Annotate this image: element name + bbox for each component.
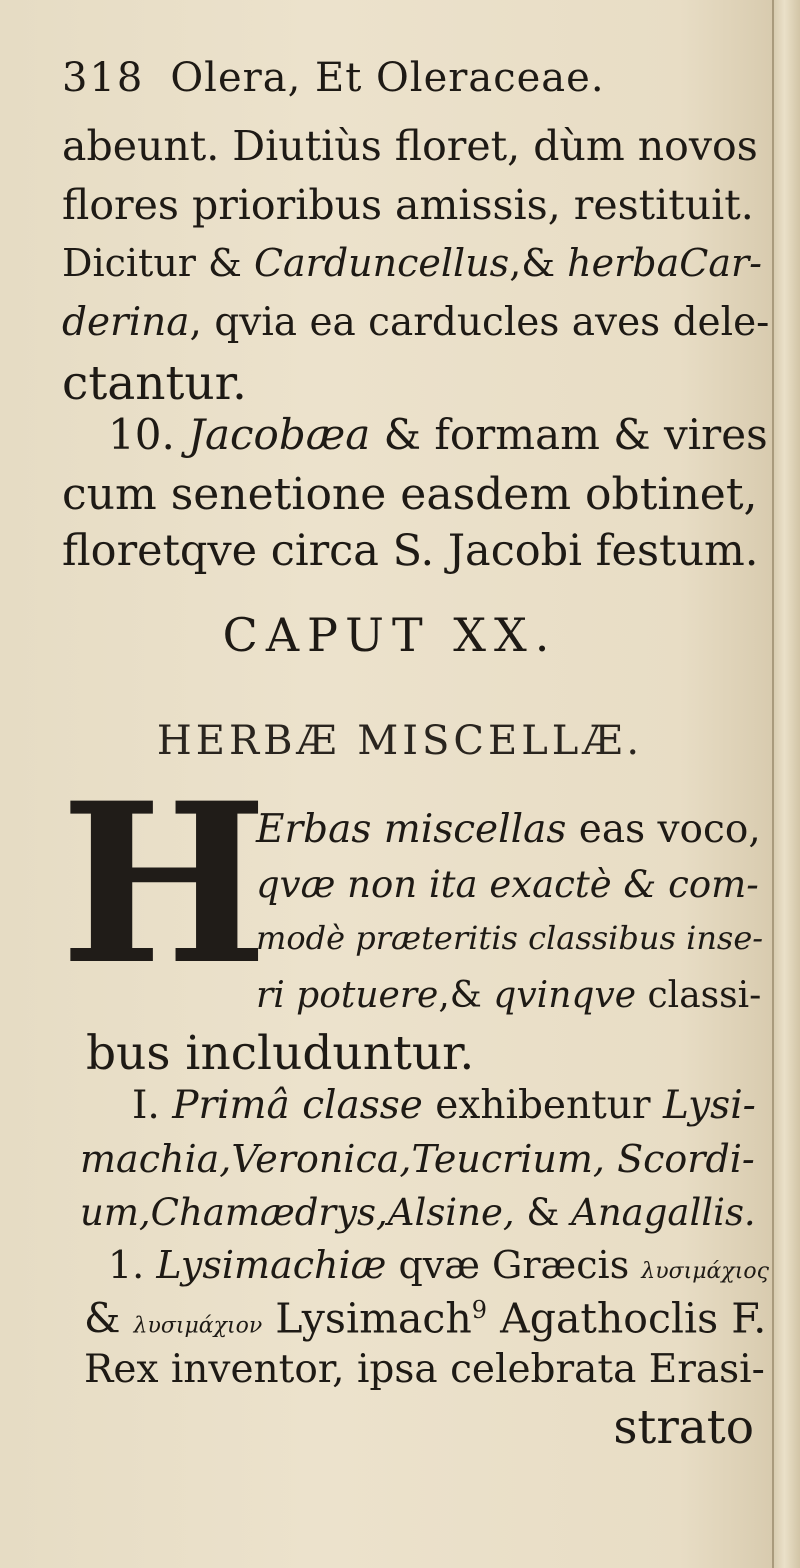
page-number: 318 xyxy=(62,55,145,101)
line-text: strato xyxy=(613,1400,754,1455)
italic-term: Erbas miscellas xyxy=(256,807,567,852)
line-text: 1. xyxy=(108,1243,157,1287)
italic-term: um,Chamædrys,Alsine, xyxy=(80,1191,515,1234)
line-text: Lysimach xyxy=(262,1294,472,1343)
line-text: classi- xyxy=(636,975,762,1016)
line-text: Agathoclis F. xyxy=(487,1294,767,1343)
italic-term: ri potuere xyxy=(256,975,439,1016)
line-text: ,& xyxy=(438,975,494,1016)
italic-term: Anagallis. xyxy=(571,1191,756,1234)
text-line xyxy=(256,863,759,906)
line-text: Dicitur & xyxy=(62,241,254,285)
text-line xyxy=(108,1243,769,1287)
italic-term: herbaCar- xyxy=(567,241,763,285)
text-line xyxy=(256,807,761,852)
italic-term: derina xyxy=(62,300,190,345)
text-line xyxy=(62,181,754,229)
text-line xyxy=(80,1191,756,1234)
text-line xyxy=(62,241,763,285)
drop-cap: H xyxy=(60,754,268,1013)
line-text: exhibentur xyxy=(422,1083,663,1128)
catchword xyxy=(613,1400,754,1455)
line-text: floretqve circa S. Jacobi festum. xyxy=(62,526,759,576)
chapter-title: CAPUT XX. xyxy=(222,608,558,662)
line-text: & formam & vires xyxy=(370,410,768,459)
text-line xyxy=(256,919,764,957)
text-line xyxy=(132,1083,756,1128)
greek-term: λυσιμάχιον xyxy=(133,1313,263,1339)
italic-term: Carduncellus xyxy=(253,241,510,285)
line-text: modè præteritis classibus inse- xyxy=(256,919,764,957)
italic-term: Primâ classe xyxy=(172,1083,423,1128)
text-line xyxy=(62,356,247,411)
line-text: bus includuntur. xyxy=(86,1026,475,1081)
line-text: flores prioribus amissis, restituit. xyxy=(62,181,754,229)
text-line xyxy=(62,122,758,170)
chapter-subtitle: HERBÆ MISCELLÆ. xyxy=(156,718,644,764)
text-line xyxy=(62,469,758,520)
text-line xyxy=(80,1137,755,1181)
italic-term: Lysi- xyxy=(662,1083,756,1128)
line-text: qvæ non ita exactè & com- xyxy=(256,863,759,906)
italic-term: qvinqve xyxy=(493,975,637,1016)
page-gutter xyxy=(772,0,800,1568)
abbreviation-mark: 9 xyxy=(471,1296,488,1324)
line-text: 10. xyxy=(108,410,189,459)
italic-term: Jacobæa xyxy=(188,410,371,459)
text-line xyxy=(84,1347,765,1392)
text-line xyxy=(84,1294,767,1343)
italic-term: Lysimachiæ xyxy=(156,1243,387,1287)
line-text: & xyxy=(514,1191,572,1234)
running-title: Olera, Et Oleraceae. xyxy=(170,55,605,101)
line-text: eas voco, xyxy=(566,807,761,852)
line-text: I. xyxy=(132,1083,173,1128)
greek-term: λυσιμάχιος xyxy=(641,1259,769,1284)
text-line xyxy=(256,975,762,1016)
text-line xyxy=(62,526,759,576)
line-text: & xyxy=(84,1294,134,1343)
line-text: machia,Veronica,Teucrium, Scordi- xyxy=(80,1137,755,1181)
text-line xyxy=(86,1026,475,1081)
line-text: ctantur. xyxy=(62,356,247,411)
line-text: ,& xyxy=(509,241,568,285)
line-text: , qvia ea carducles aves dele- xyxy=(189,300,770,345)
running-header xyxy=(62,55,605,101)
line-text: Rex inventor, ipsa celebrata Erasi- xyxy=(84,1347,765,1392)
line-text: abeunt. Diutiùs floret, dùm novos xyxy=(62,122,758,170)
line-text: cum senetione easdem obtinet, xyxy=(62,469,758,520)
line-text: qvæ Græcis xyxy=(386,1243,642,1287)
text-line xyxy=(108,410,768,459)
text-line xyxy=(62,300,770,345)
